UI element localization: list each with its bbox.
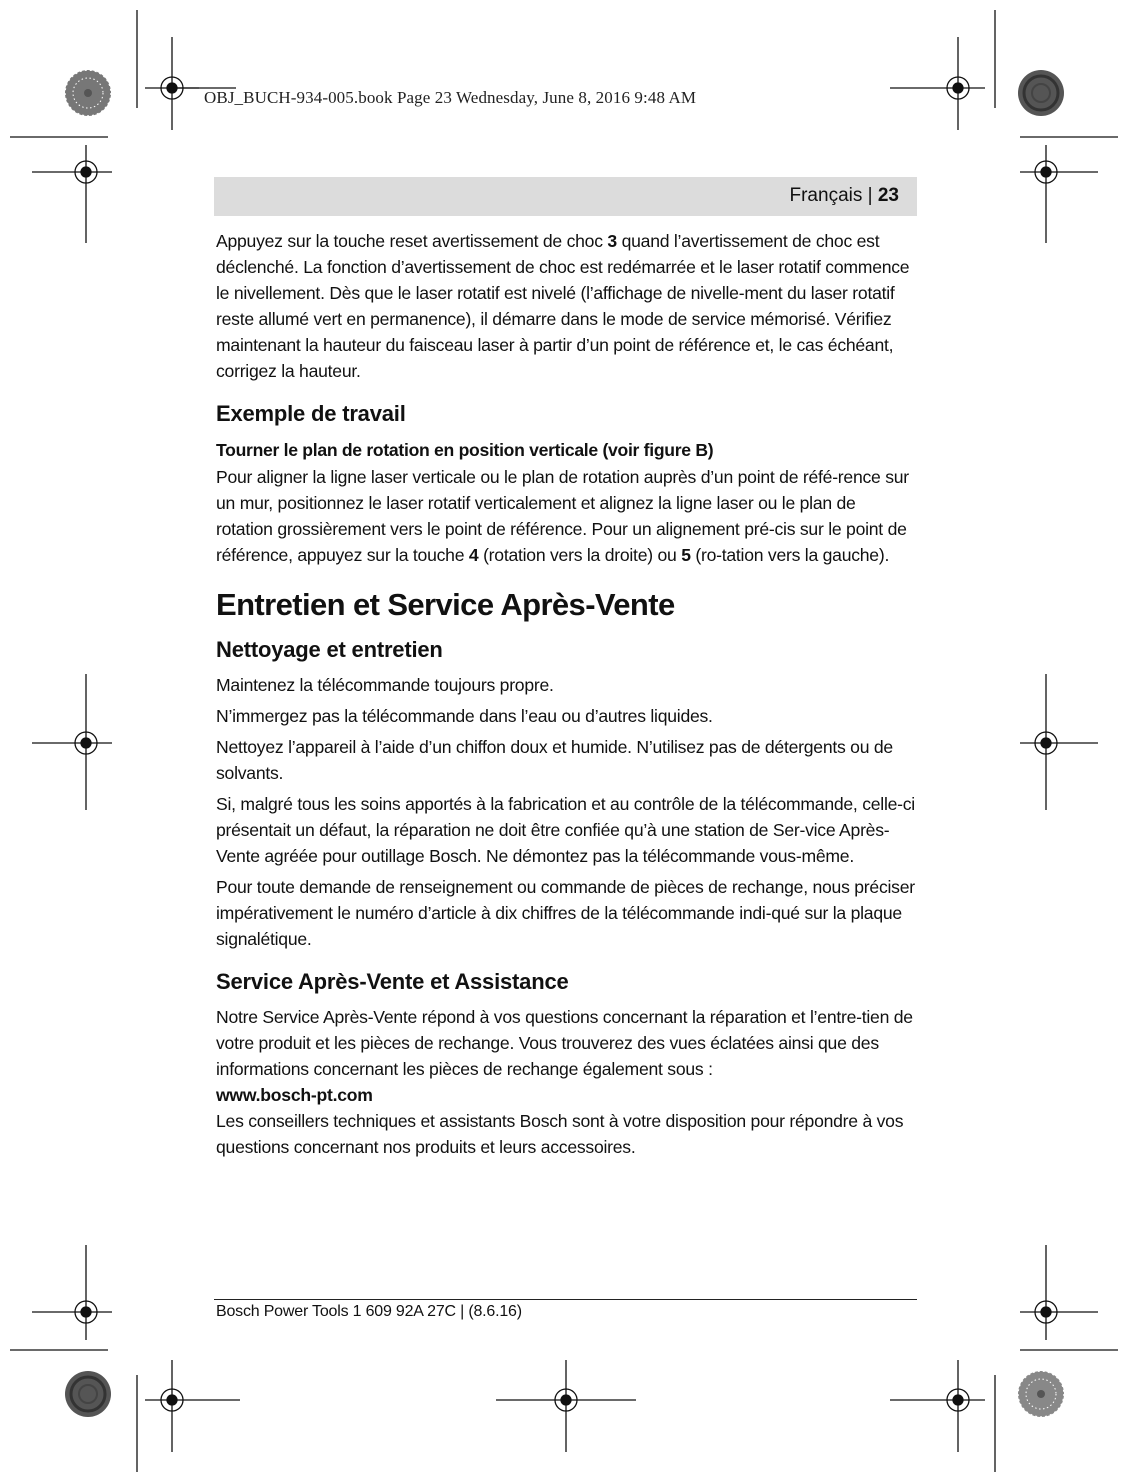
example-paragraph bbox=[216, 464, 916, 568]
page-number: 23 bbox=[877, 185, 899, 206]
starburst-register-icon bbox=[65, 1371, 111, 1417]
registration-crosshair-icon bbox=[32, 145, 112, 243]
page-body bbox=[216, 228, 916, 1165]
starburst-register-icon bbox=[1018, 1371, 1064, 1417]
footer-rule bbox=[214, 1299, 917, 1300]
running-header bbox=[214, 177, 917, 216]
cleaning-paragraph: N’immergez pas la télécommande dans l’eau ou d’autres liquides. bbox=[216, 706, 713, 726]
header-separator: | bbox=[862, 185, 878, 206]
footer-text: Bosch Power Tools 1 609 92A 27C | (8.6.16) bbox=[216, 1303, 522, 1320]
header-language: Français bbox=[789, 185, 863, 206]
service-url-link[interactable]: www.bosch-pt.com bbox=[216, 1085, 373, 1105]
subheading-vertical-rotation: Tourner le plan de rotation en position verticale (voir figure B) bbox=[216, 440, 714, 460]
registration-crosshair-icon bbox=[145, 37, 199, 130]
registration-crosshair-icon bbox=[32, 674, 112, 810]
intro-paragraph bbox=[216, 228, 916, 384]
section-heading-cleaning: Nettoyage et entretien bbox=[216, 637, 443, 662]
text-run: Appuyez sur la touche reset avertissement de choc bbox=[216, 231, 608, 251]
key-number: 3 bbox=[607, 231, 617, 251]
cleaning-paragraph: Nettoyez l’appareil à l’aide d’un chiffon doux et humide. N’utilisez pas de détergents ou de solvants. bbox=[216, 737, 893, 783]
running-header-text bbox=[790, 185, 900, 207]
registration-crosshair-icon bbox=[890, 37, 985, 130]
text-run: Pour aligner la ligne laser verticale ou le plan de rotation auprès d’un point de réfé-rence sur un mur, positionnez le laser rotatif verticalement et alignez la ligne laser ou le plan de rotation grossièrement vers le point de référence. Pour un alignement pré-cis sur le point de référence, appuyez sur la touche bbox=[216, 467, 909, 565]
key-number: 4 bbox=[468, 545, 479, 565]
starburst-register-icon bbox=[65, 70, 111, 116]
text-run: quand l’avertissement de choc est déclenché. La fonction d’avertissement de choc est redémarrée et le laser rotatif commence le nivellement. Dès que le laser rotatif est nivelé (l’affichage de nivelle-ment du laser rotatif reste allumé vert en permanence), il démarre dans le mode de service mémorisé. Vérifiez maintenant la hauteur du faisceau laser à partir d’un point de référence et, le cas échéant, corrigez la hauteur. bbox=[216, 231, 910, 381]
registration-crosshair-icon bbox=[890, 1360, 985, 1452]
cleaning-paragraph: Pour toute demande de renseignement ou commande de pièces de rechange, nous préciser impérativement le numéro d’article à dix chiffres de la télécommande indi-qué sur la plaque signalétique. bbox=[216, 877, 915, 949]
cleaning-paragraph: Si, malgré tous les soins apportés à la fabrication et au contrôle de la télécommande, celle-ci présentait un défaut, la réparation ne doit être confiée qu’à une station de Ser-vice Après-Vente agréée pour outillage Bosch. Ne démontez pas la télécommande vous-même. bbox=[216, 794, 915, 866]
service-paragraph: Notre Service Après-Vente répond à vos questions concernant la réparation et l’entre-tien de votre produit et les pièces de rechange. Vous trouverez des vues éclatées ainsi que des informations concernant les pièces de rechange également sous : bbox=[216, 1007, 913, 1079]
registration-crosshair-icon bbox=[32, 1245, 112, 1340]
registration-crosshair-icon bbox=[496, 1360, 636, 1452]
cleaning-paragraph: Maintenez la télécommande toujours propre. bbox=[216, 675, 554, 695]
text-run: (ro-tation vers la gauche). bbox=[690, 545, 890, 565]
registration-crosshair-icon bbox=[1020, 674, 1098, 810]
registration-crosshair-icon bbox=[1020, 145, 1098, 243]
section-heading-example: Exemple de travail bbox=[216, 401, 406, 426]
text-run: (rotation vers la droite) ou bbox=[478, 545, 682, 565]
section-heading-service: Service Après-Vente et Assistance bbox=[216, 969, 569, 994]
registration-crosshair-icon bbox=[1020, 1245, 1098, 1340]
key-number: 5 bbox=[681, 545, 691, 565]
registration-crosshair-icon bbox=[145, 1360, 240, 1452]
service-paragraph: Les conseillers techniques et assistants Bosch sont à votre disposition pour répondre à vos questions concernant nos produits et leurs accessoires. bbox=[216, 1111, 904, 1157]
starburst-register-icon bbox=[1018, 70, 1064, 116]
print-slug-header: OBJ_BUCH-934-005.book Page 23 Wednesday, June 8, 2016 9:48 AM bbox=[204, 88, 697, 107]
chapter-title: Entretien et Service Après-Vente bbox=[216, 587, 675, 622]
